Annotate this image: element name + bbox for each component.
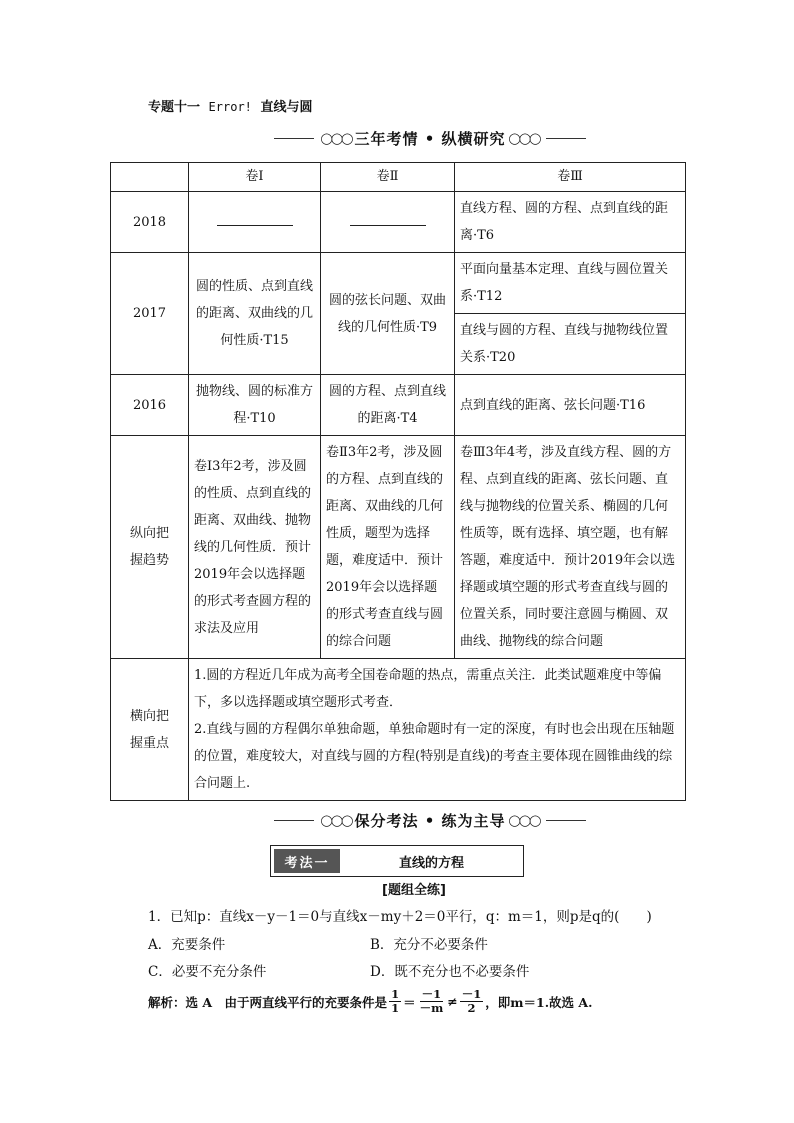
blank-cell: [189, 192, 321, 253]
option-b: B．充分不必要条件: [370, 937, 488, 953]
banner-left-line: [274, 138, 314, 139]
ornament-icon: ◯◯◯: [508, 813, 540, 827]
option-c: C．必要不充分条件: [148, 964, 267, 980]
fraction-denominator: －m: [419, 1001, 444, 1015]
fraction-numerator: 1: [391, 987, 400, 1001]
banner-right-line: [546, 820, 586, 821]
table-row-2017: [111, 253, 686, 314]
banner-text: 三年考情 • 纵横研究: [354, 129, 506, 148]
focus-cell: [189, 659, 686, 801]
answer-analysis: [148, 988, 592, 1015]
fraction-numerator: －1: [421, 987, 442, 1001]
table-cell: 点到直线的距离、弦长问题·T16: [455, 375, 686, 436]
banner-left-line: [274, 820, 314, 821]
table-cell: 圆的方程、点到直线的距离·T4: [321, 375, 455, 436]
document-title: [148, 96, 312, 115]
focus-point-1: 1.圆的方程近几年成为高考全国卷命题的热点，需重点关注．此类试题难度中等偏下，多以选择题或填空题形式考查．: [194, 668, 662, 710]
topic-title: 直线与圆: [260, 100, 313, 115]
option-d: D．既不充分也不必要条件: [370, 964, 530, 980]
ornament-icon: ◯◯◯: [320, 131, 352, 145]
exam-method-box: [270, 845, 524, 877]
fraction-denominator: 2: [467, 1001, 476, 1015]
header-cell-paper1: 卷Ⅰ: [189, 163, 321, 192]
year-cell: 2016: [111, 375, 189, 436]
table-row-2016: [111, 375, 686, 436]
table-row-2018: [111, 192, 686, 253]
year-cell: 2017: [111, 253, 189, 375]
fraction-2: [418, 988, 446, 1015]
year-cell: 2018: [111, 192, 189, 253]
fraction-1: [389, 988, 401, 1015]
header-cell-paper3: 卷Ⅲ: [455, 163, 686, 192]
table-cell: 圆的弦长问题、双曲线的几何性质·T9: [321, 253, 455, 375]
banner-right-line: [546, 138, 586, 139]
fraction-numerator: －1: [461, 987, 482, 1001]
table-cell: 直线方程、圆的方程、点到直线的距离·T6: [455, 192, 686, 253]
fraction-3: [460, 988, 484, 1015]
table-row-trend: [111, 436, 686, 659]
table-cell: 圆的性质、点到直线的距离、双曲线的几何性质·T15: [189, 253, 321, 375]
blank-line: [350, 217, 426, 226]
row-label: 横向把握重点: [111, 659, 189, 801]
section-banner-practice: [270, 810, 590, 830]
row-label: 纵向把握趋势: [111, 436, 189, 659]
header-cell-empty: [111, 163, 189, 192]
blank-line: [217, 217, 293, 226]
table-cell: 抛物线、圆的标准方程·T10: [189, 375, 321, 436]
section-banner-review: [270, 128, 590, 148]
table-cell: 卷Ⅱ3年2考，涉及圆的方程、点到直线的距离、双曲线的几何性质，题型为选择题，难度适中．预计2019年会以选择题的形式考查直线与圆的综合问题: [321, 436, 455, 659]
field-error-text: Error!: [208, 100, 252, 114]
table-cell: 卷Ⅰ3年2考，涉及圆的性质、点到直线的距离、双曲线、抛物线的几何性质．预计2019年会以选择题的形式考查圆方程的求法及应用: [189, 436, 321, 659]
not-equal-sign: ≠: [447, 994, 458, 1009]
ornament-icon: ◯◯◯: [508, 131, 540, 145]
fraction-denominator: 1: [391, 1001, 400, 1015]
exam-method-tag: 考法一: [274, 849, 340, 873]
table-row-focus: [111, 659, 686, 801]
exam-method-title: 直线的方程: [398, 855, 464, 871]
analysis-lead: 解析：选 A 由于两直线平行的充要条件是: [148, 994, 388, 1010]
ornament-icon: ◯◯◯: [320, 813, 352, 827]
analysis-tail: ，即m＝1.故选 A.: [485, 994, 593, 1010]
table-cell: 卷Ⅲ3年4考，涉及直线方程、圆的方程、点到直线的距离、弦长问题、直线与抛物线的位置关系、椭圆的几何性质等，既有选择、填空题，也有解答题，难度适中．预计2019年会以选择题或填空题的形式考查直线与圆的位置关系，同时要注意圆与椭圆、双曲线、抛物线的综合问题: [455, 436, 686, 659]
banner-text: 保分考法 • 练为主导: [354, 811, 506, 830]
table-header-row: [111, 163, 686, 192]
topic-prefix: 专题十一: [148, 100, 201, 115]
option-a: A．充要条件: [148, 937, 226, 953]
header-cell-paper2: 卷Ⅱ: [321, 163, 455, 192]
equals-sign: ＝: [403, 994, 416, 1010]
question-stem: 1．已知p：直线x－y－1＝0与直线x－my＋2＝0平行，q：m＝1，则p是q的( ): [148, 909, 652, 925]
table-cell: 平面向量基本定理、直线与圆位置关系·T12: [455, 253, 686, 314]
blank-cell: [321, 192, 455, 253]
exam-analysis-table: [110, 162, 686, 801]
table-cell: 直线与圆的方程、直线与抛物线位置关系·T20: [455, 314, 686, 375]
group-practice-title: [题组全练]: [382, 883, 446, 898]
focus-point-2: 2.直线与圆的方程偶尔单独命题，单独命题时有一定的深度，有时也会出现在压轴题的位置，难度较大，对直线与圆的方程(特别是直线)的考查主要体现在圆锥曲线的综合问题上.: [194, 722, 675, 791]
